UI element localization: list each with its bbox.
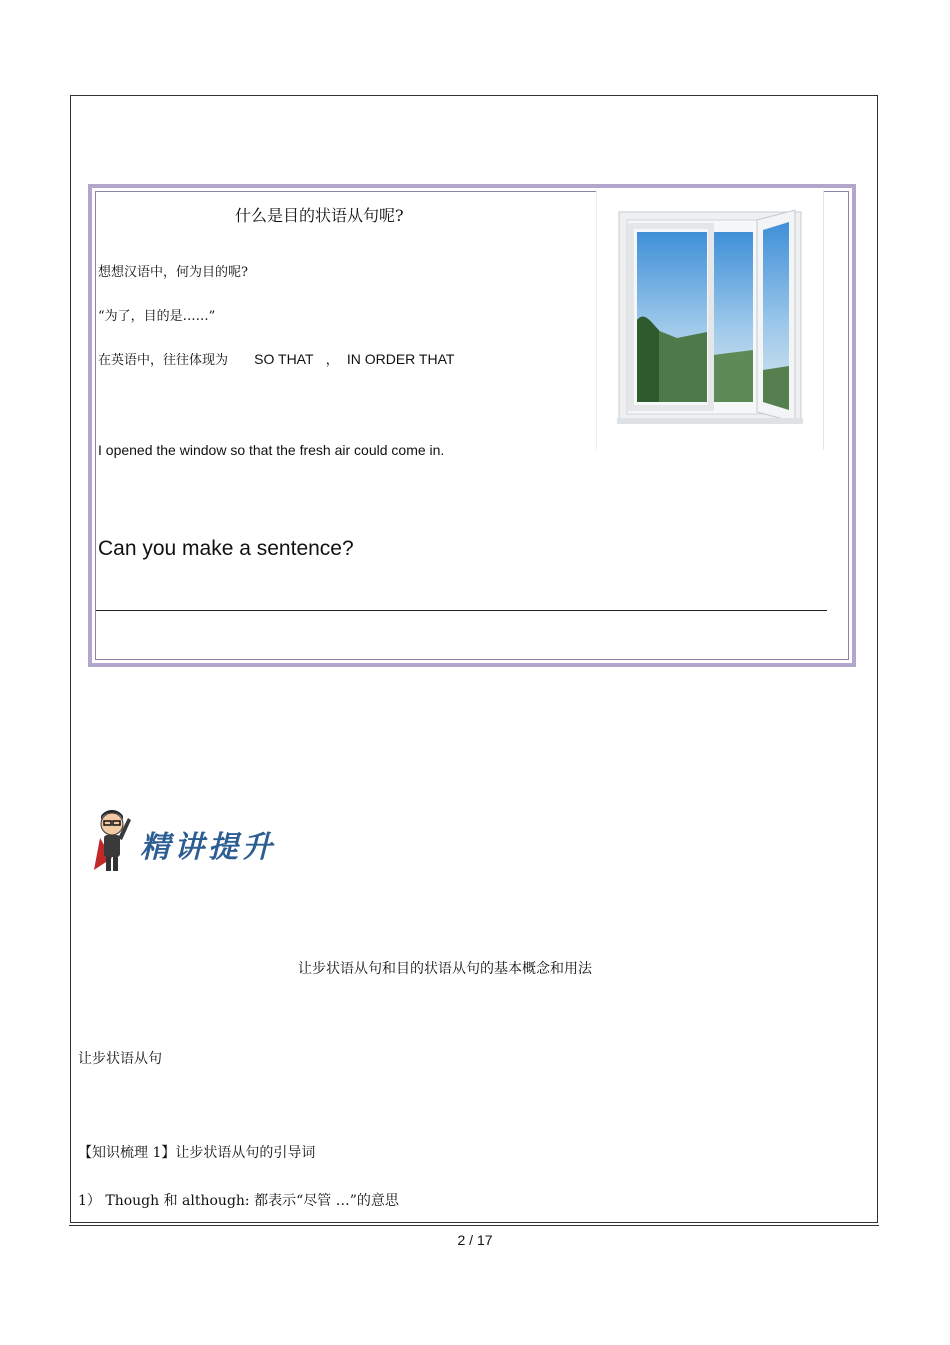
question-line-2: “为了，目的是……”: [98, 309, 216, 324]
knowledge-heading: 【知识梳理 1】让步状语从句的引导词: [78, 1145, 316, 1161]
question-line-1: 想想汉语中，何为目的呢?: [98, 265, 248, 280]
q3-prefix: 在英语中，往往体现为: [98, 353, 229, 368]
page-number: 2 / 17: [457, 1232, 493, 1248]
in-order-that-text: IN ORDER THAT: [346, 351, 455, 367]
subheading-concession: 让步状语从句: [78, 1051, 162, 1067]
question-line-3: [98, 349, 454, 368]
window-image: [596, 190, 824, 450]
answer-line: [96, 610, 827, 611]
comma: ，: [325, 353, 339, 368]
make-sentence-prompt: Can you make a sentence?: [98, 537, 354, 560]
though-although-line: 1） Though 和 although: 都表示“尽管 …”的意思: [78, 1193, 399, 1209]
logo-text: 精讲提升: [140, 830, 276, 865]
example-sentence: I opened the window so that the fresh air could come in.: [98, 442, 445, 458]
box-heading: 什么是目的状语从句呢?: [235, 206, 404, 225]
section-title: 让步状语从句和目的状语从句的基本概念和用法: [298, 961, 592, 977]
superhero-teacher-icon: [92, 808, 142, 878]
so-that-text: SO THAT: [254, 351, 314, 367]
